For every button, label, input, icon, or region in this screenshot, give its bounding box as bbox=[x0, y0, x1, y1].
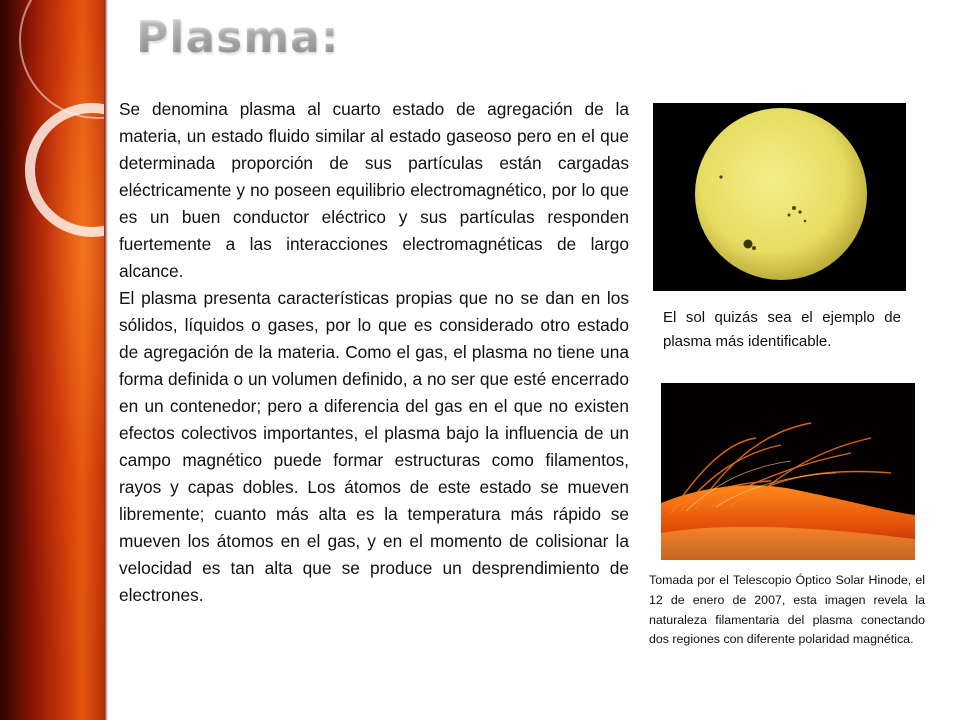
sunspot bbox=[798, 210, 801, 213]
sunspot bbox=[744, 240, 753, 249]
slide-title: Plasma: bbox=[136, 12, 340, 63]
body-text bbox=[119, 96, 629, 609]
flare-caption: Tomada por el Telescopio Óptico Solar Hinode, el 12 de enero de 2007, esta imagen revela la naturaleza filamentaria del plasma conectando dos regiones con diferente polaridad magnética. bbox=[649, 573, 925, 647]
sun-caption: El sol quizás sea el ejemplo de plasma más identificable. bbox=[663, 309, 901, 350]
plasma-flare-photo bbox=[661, 383, 915, 560]
ring-thick bbox=[30, 108, 106, 232]
sunspot bbox=[719, 175, 722, 178]
sun-photo bbox=[653, 103, 906, 291]
ring-thin bbox=[20, 0, 106, 118]
sunspot bbox=[752, 246, 756, 250]
sun-disc bbox=[695, 108, 867, 280]
sunspot bbox=[788, 214, 791, 217]
band-edge bbox=[104, 0, 108, 720]
paragraph-definition: Se denomina plasma al cuarto estado de agregación de la materia, un estado fluido similar al estado gaseoso pero en el que determinada proporción de sus partículas están cargadas eléctricamente y no poseen equilibrio electromagnético, por lo que es un buen conductor eléctrico y sus partículas responden fuertemente a las interacciones electromagnéticas de largo alcance. bbox=[119, 99, 629, 281]
decorative-sun-band bbox=[0, 0, 106, 720]
paragraph-characteristics: El plasma presenta características propias que no se dan en los sólidos, líquidos o gases, por lo que es considerado otro estado de agregación de la materia. Como el gas, el plasma no tiene una forma definida o un volumen definido, a no ser que esté encerrado en un contenedor; pero a diferencia del gas en el que no existen efectos colectivos importantes, el plasma bajo la influencia de un campo magnético puede formar estructuras como filamentos, rayos y capas dobles. Los átomos de este estado se mueven libremente; cuanto más alta es la temperatura más rápido se mueven los átomos en el gas, y en el momento de colisionar la velocidad es tan alta que se produce un desprendimiento de electrones. bbox=[119, 288, 629, 605]
sunspot bbox=[804, 220, 807, 223]
decorative-rings bbox=[0, 0, 106, 720]
sunspot bbox=[792, 206, 796, 210]
